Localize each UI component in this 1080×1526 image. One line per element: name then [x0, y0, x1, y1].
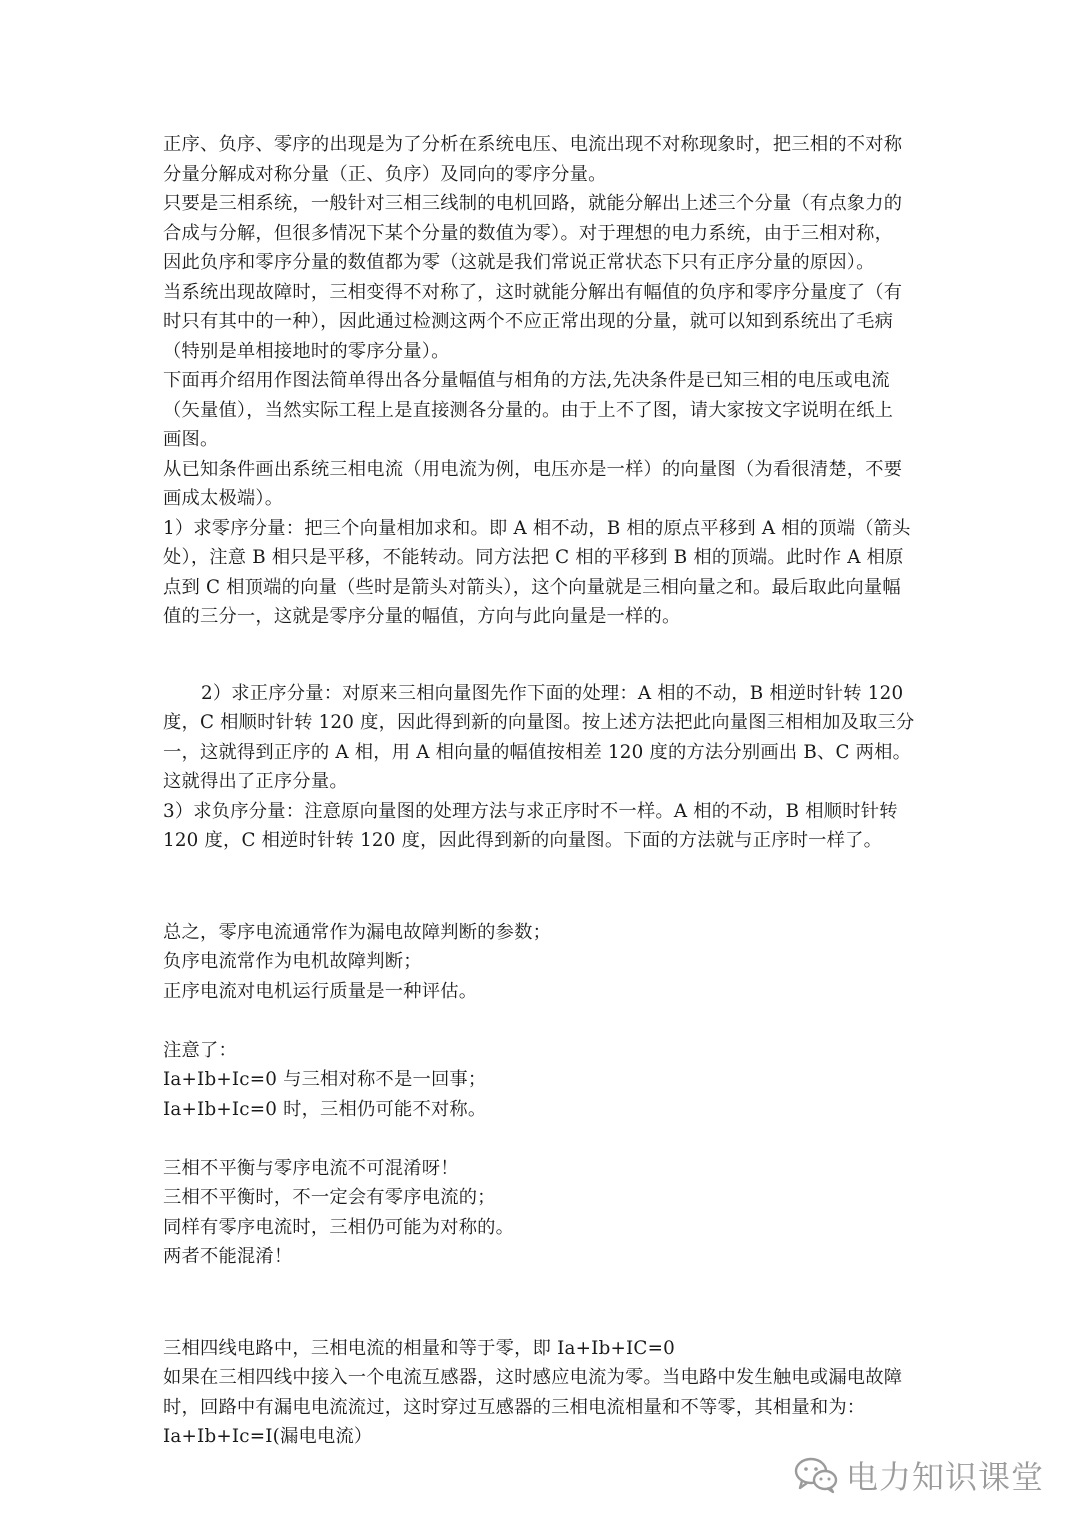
text-line: Ia+Ib+Ic=0 与三相对称不是一回事；	[163, 1069, 487, 1090]
paragraph-gap	[163, 632, 923, 679]
document-body	[163, 130, 923, 1452]
text-line: 时只有其中的一种），因此通过检测这两个不应正常出现的分量，就可以知到系统出了毛病	[163, 311, 894, 332]
paragraph-gap	[163, 1006, 923, 1036]
text-line: 三相四线电路中，三相电流的相量和等于零，即 Ia+Ib+IC=0	[163, 1337, 675, 1359]
text-line: （特别是单相接地时的零序分量）。	[163, 340, 450, 362]
text-line: 下面再介绍用作图法简单得出各分量幅值与相角的方法,先决条件是已知三相的电压或电流	[163, 370, 890, 391]
text-line: 分量分解成对称分量（正、负序）及同向的零序分量。	[163, 163, 607, 185]
text-line: 3）求负序分量：注意原向量图的处理方法与求正序时不一样。A 相的不动，B 相顺时针转	[163, 800, 898, 822]
text-line: 总之，零序电流通常作为漏电故障判断的参数；	[163, 921, 552, 943]
watermark	[794, 1452, 1044, 1498]
text-line: （矢量值），当然实际工程上是直接测各分量的。由于上不了图，请大家按文字说明在纸上	[163, 399, 894, 421]
text-line: 处），注意 B 相只是平移，不能转动。同方法把 C 相的平移到 B 相的顶端。此时作 A 相原	[163, 547, 904, 568]
text-line: 度，C 相顺时针转 120 度，因此得到新的向量图。按上述方法把此向量图三相相加及取三分	[163, 712, 915, 733]
text-line: 三相不平衡与零序电流不可混淆呀！	[163, 1157, 459, 1179]
text-line: Ia+Ib+Ic=I(漏电电流）	[163, 1426, 373, 1447]
text-line: 当系统出现故障时，三相变得不对称了，这时就能分解出有幅值的负序和零序分量度了（有	[163, 281, 903, 303]
text-line: 一，这就得到正序的 A 相，用 A 相向量的幅值按相差 120 度的方法分别画出 B、C 两相。	[163, 741, 912, 763]
text-line: 这就得出了正序分量。	[163, 771, 348, 792]
text-line: 点到 C 相顶端的向量（些时是箭头对箭头），这个向量就是三相向量之和。最后取此向量幅	[163, 576, 901, 598]
text-line: 时，回路中有漏电电流流过，这时穿过互感器的三相电流相量和不等零，其相量和为：	[163, 1396, 866, 1418]
watermark-text: 电力知识课堂	[845, 1458, 1044, 1496]
paragraph-gap	[163, 1272, 923, 1334]
text-line: 从已知条件画出系统三相电流（用电流为例，电压亦是一样）的向量图（为看很清楚，不要	[163, 458, 903, 480]
text-line: 正序电流对电机运行质量是一种评估。	[163, 980, 478, 1002]
text-line: 同样有零序电流时，三相仍可能为对称的。	[163, 1216, 515, 1238]
text-line: 如果在三相四线中接入一个电流互感器，这时感应电流为零。当电路中发生触电或漏电故障	[163, 1367, 903, 1388]
text-line: 120 度，C 相逆时针转 120 度，因此得到新的向量图。下面的方法就与正序时一样了。	[163, 830, 883, 851]
text-line: 画成太极端）。	[163, 488, 284, 509]
text-line: Ia+Ib+Ic=0 时，三相仍可能不对称。	[163, 1098, 487, 1120]
text-line: 两者不能混淆！	[163, 1246, 293, 1267]
text-line: 2）求正序分量：对原来三相向量图先作下面的处理：A 相的不动，B 相逆时针转 120	[201, 682, 904, 704]
text-line: 1）求零序分量：把三个向量相加求和。即 A 相不动，B 相的原点平移到 A 相的顶端（箭头	[163, 517, 911, 539]
paragraph-gap	[163, 856, 923, 918]
text-line: 值的三分一，这就是零序分量的幅值，方向与此向量是一样的。	[163, 606, 681, 627]
text-line: 三相不平衡时，不一定会有零序电流的；	[163, 1187, 496, 1208]
text-line: 负序电流常作为电机故障判断；	[163, 951, 422, 972]
wechat-icon	[794, 1456, 838, 1494]
paragraph-gap	[163, 1124, 923, 1154]
text-line: 合成与分解，但很多情况下某个分量的数值为零）。对于理想的电力系统，由于三相对称，	[163, 222, 894, 244]
text-line: 画图。	[163, 429, 219, 450]
text-line: 注意了：	[163, 1039, 237, 1061]
text-line: 只要是三相系统，一般针对三相三线制的电机回路，就能分解出上述三个分量（有点象力的	[163, 193, 903, 214]
text-line: 正序、负序、零序的出现是为了分析在系统电压、电流出现不对称现象时，把三相的不对称	[163, 134, 903, 155]
text-line: 因此负序和零序分量的数值都为零（这就是我们常说正常状态下只有正序分量的原因）。	[163, 252, 875, 273]
